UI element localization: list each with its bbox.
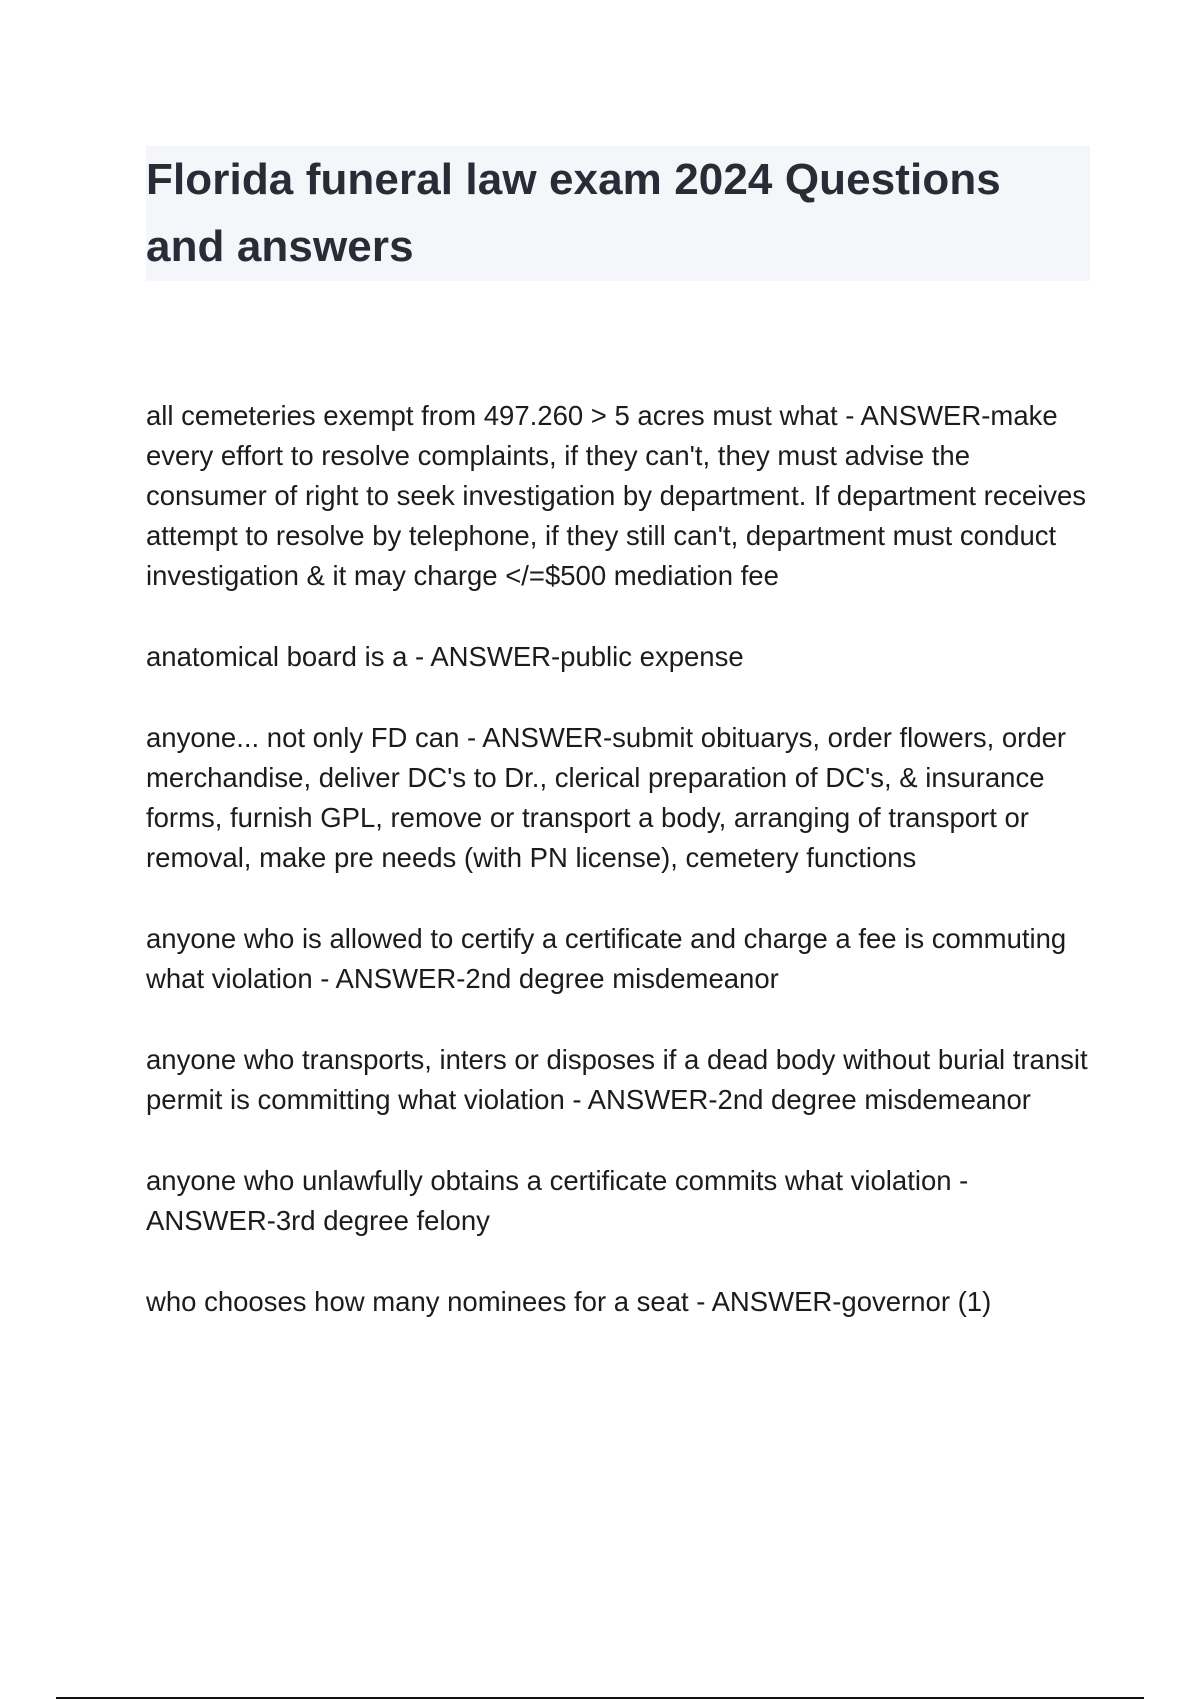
qa-entry: anatomical board is a - ANSWER-public expense	[146, 641, 744, 672]
document-title: Florida funeral law exam 2024 Questions and answers	[146, 155, 1001, 271]
qa-list	[146, 396, 1096, 1363]
footer-divider	[56, 1697, 1144, 1699]
qa-entry: all cemeteries exempt from 497.260 > 5 acres must what - ANSWER-make every effort to resolve complaints, if they can't, they must advise the consumer of right to seek investigation by department. If department receives attempt to resolve by telephone, if they still can't, department must conduct investigation & it may charge </=$500 mediation fee	[146, 400, 1087, 591]
title-block	[146, 146, 1090, 281]
qa-entry: who chooses how many nominees for a seat - ANSWER-governor (1)	[146, 1286, 992, 1317]
qa-entry: anyone who is allowed to certify a certificate and charge a fee is commuting what violation - ANSWER-2nd degree misdemeanor	[146, 923, 1067, 994]
qa-entry: anyone who transports, inters or disposes if a dead body without burial transit permit is committing what violation - ANSWER-2nd degree misdemeanor	[146, 1044, 1088, 1115]
qa-entry: anyone who unlawfully obtains a certificate commits what violation - ANSWER-3rd degree felony	[146, 1165, 969, 1236]
qa-entry: anyone... not only FD can - ANSWER-submit obituarys, order flowers, order merchandise, deliver DC's to Dr., clerical preparation of DC's, & insurance forms, furnish GPL, remove or transport a body, arranging of transport or removal, make pre needs (with PN license), cemetery functions	[146, 722, 1067, 873]
